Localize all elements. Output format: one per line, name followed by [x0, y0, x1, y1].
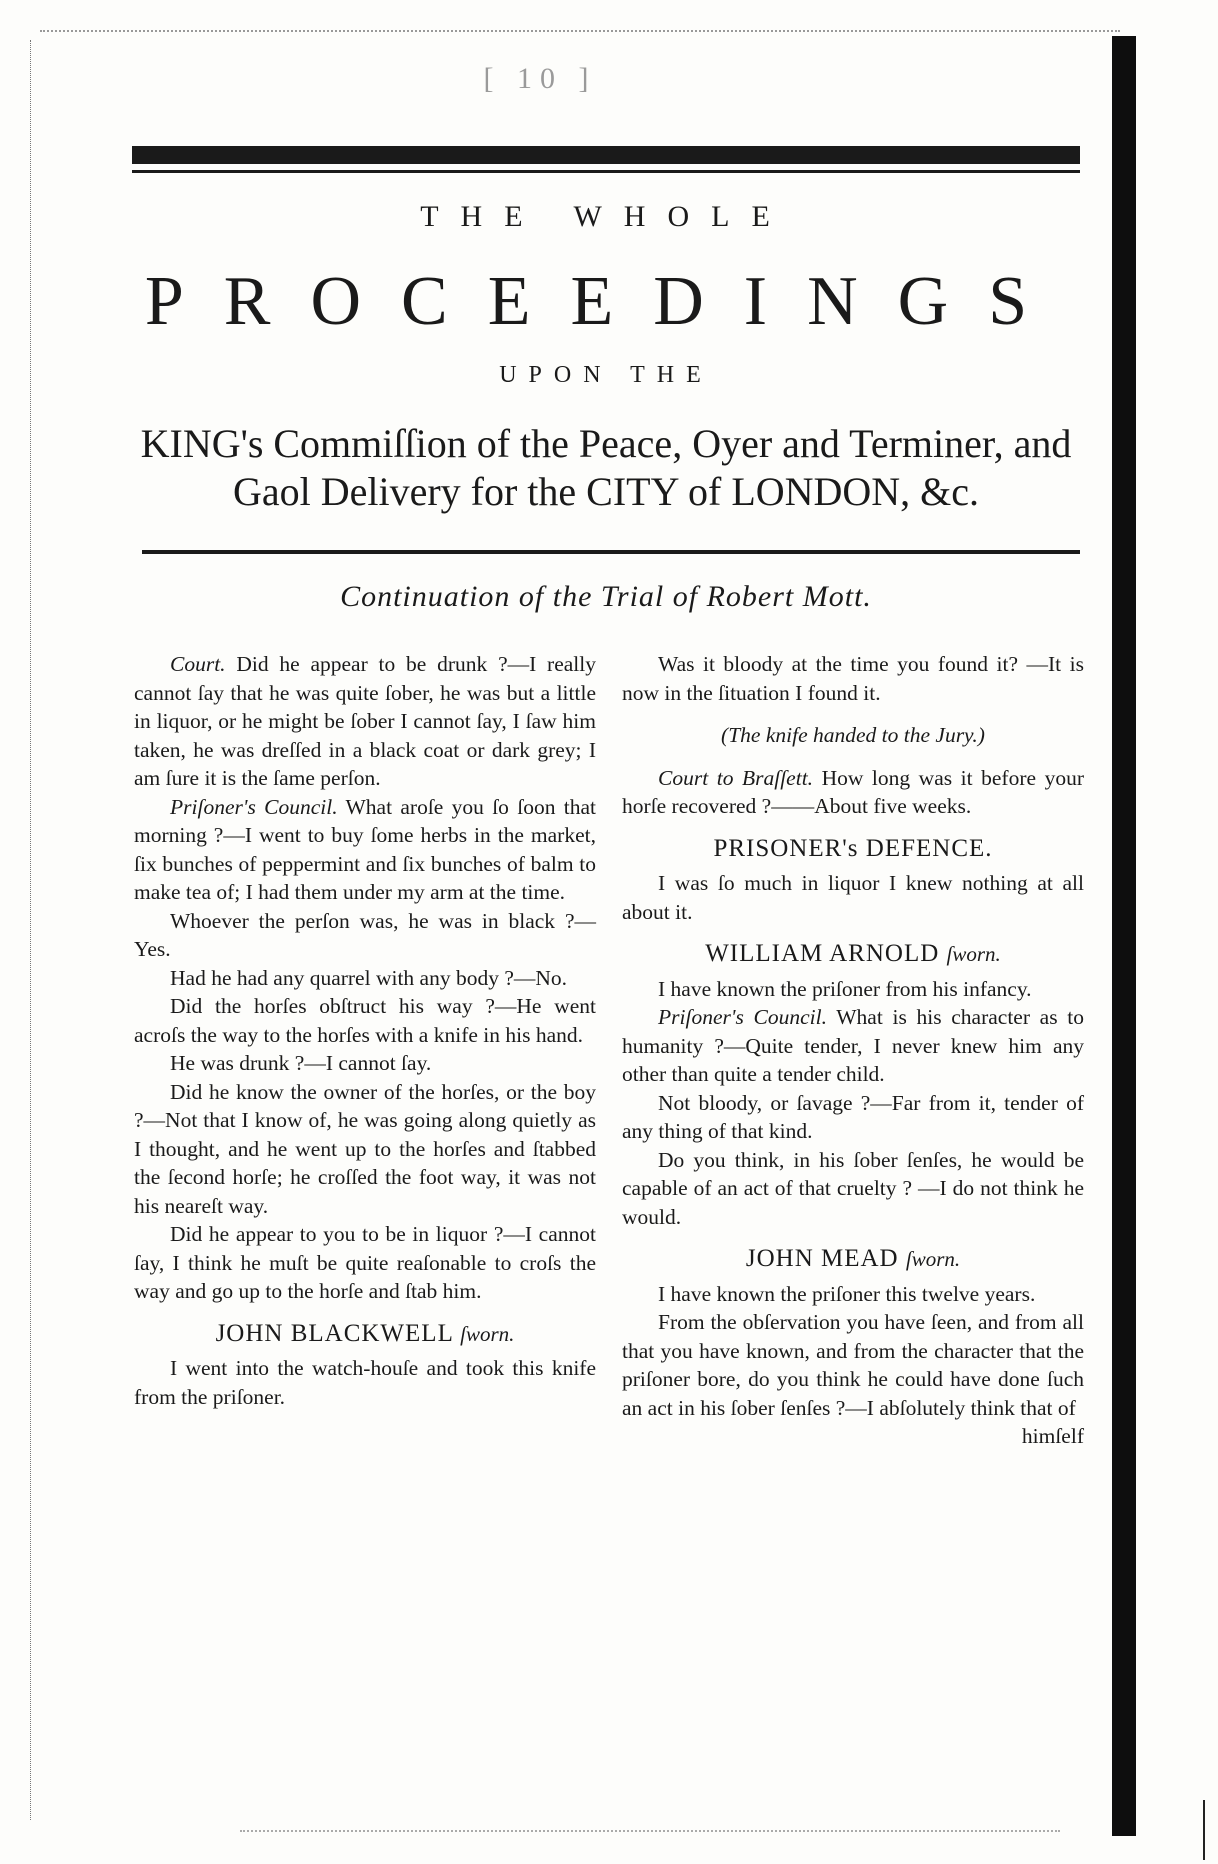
scan-noise-bottom [240, 1830, 1060, 1838]
right-column [622, 650, 1084, 1451]
witness-name: JOHN BLACKWELL [215, 1319, 453, 1347]
paragraph: I have known the priſoner from his infancy. [658, 976, 1032, 1001]
witness-heading-mead [622, 1245, 1084, 1274]
paragraph [134, 650, 596, 793]
witness-name: JOHN MEAD [745, 1245, 899, 1272]
paragraph: Did he know the owner of the horſes, or the boy ?—Not that I know of, he was going along quietly as I thought, and he went up to the horſes and ſtabbed the ſecond horſe; he croſſed the foot way, it was not his neareſt way. [134, 1079, 596, 1218]
witness-heading-blackwell [134, 1320, 596, 1349]
commission-line-2: Gaol Delivery for the CITY of LONDON, &c. [232, 469, 980, 514]
title-upon-the: UPON THE [499, 362, 713, 388]
title-the-whole: THE WHOLE [420, 200, 792, 233]
paragraph: Did the horſes obſtruct his way ?—He went acroſs the way to the horſes with a knife in his hand. [134, 994, 596, 1047]
paragraph: From the obſervation you have ſeen, and from all that you have known, and from the character that the priſoner bore, do you think he could have done ſuch an act in his ſober ſenſes ?—I abſolutely think that of [622, 1310, 1084, 1420]
sworn-label: ſworn. [460, 1321, 515, 1346]
page-number: [ 10 ] [483, 62, 597, 95]
paragraph: Had he had any quarrel with any body ?—No. [170, 965, 568, 990]
paragraph: Not bloody, or ſavage ?—Far from it, tender of any thing of that kind. [622, 1090, 1084, 1143]
paragraph-text: What is his character as to humanity ?—Quite tender, I never knew him any other than quite a tender child. [622, 1005, 1084, 1086]
speaker-label: Priſoner's Council. [170, 794, 338, 819]
paragraph: I was ſo much in liquor I knew nothing at all about it. [622, 871, 1084, 924]
scan-dark-edge [1112, 36, 1136, 1836]
paragraph: Whoever the perſon was, he was in black ?—Yes. [134, 908, 596, 961]
header-rule-thick [132, 146, 1080, 164]
paragraph: He was drunk ?—I cannot ſay. [170, 1051, 432, 1075]
scan-margin-marks [30, 40, 45, 1820]
speaker-label: Court to Braſſett. [658, 765, 814, 790]
sworn-label: ſworn. [946, 942, 1001, 966]
paragraph: Was it bloody at the time you found it? —It is now in the ſituation I found it. [622, 652, 1084, 705]
paragraph: I have known the priſoner this twelve years. [658, 1281, 1036, 1306]
knife-handed-note: (The knife handed to the Jury.) [721, 723, 985, 747]
catchword: himſelf [1021, 1424, 1084, 1448]
continuation-heading: Continuation of the Trial of Robert Mott. [340, 580, 872, 613]
speaker-label: Priſoner's Council. [658, 1005, 827, 1029]
paragraph: I went into the watch-houſe and took this knife from the priſoner. [134, 1356, 596, 1409]
scan-edge-line [1203, 1800, 1205, 1860]
witness-heading-arnold [622, 940, 1084, 969]
scan-noise-top [40, 30, 1120, 44]
commission-line-1: KING's Commiſſion of the Peace, Oyer and Terminer, and [140, 421, 1072, 466]
paragraph: Did he appear to you to be in liquor ?—I cannot ſay, I think he muſt be quite reaſonable to croſs the way and go up to the horſe and ſtab him. [134, 1222, 596, 1303]
paragraph-text: How long was it before your horſe recovered ?——About five weeks. [622, 765, 1084, 818]
prisoners-defence-heading: PRISONER's DEFENCE. [713, 834, 993, 862]
header-rule-thin [132, 170, 1080, 173]
paragraph [622, 764, 1084, 821]
paragraph [134, 793, 596, 907]
witness-name: WILLIAM ARNOLD [705, 940, 940, 967]
paragraph-text: Did he appear to be drunk ?—I really cannot ſay that he was quite ſober, he was but a little in liquor, or he might be ſober I cannot ſay, I ſaw him taken, he was dreſſed in a black coat or dark grey; I am ſure it is the ſame perſon. [134, 652, 596, 790]
left-column [134, 650, 596, 1411]
paragraph: Do you think, in his ſober ſenſes, he would be capable of an act of that cruelty ? —I do not think he would. [622, 1147, 1084, 1229]
sworn-label: ſworn. [905, 1247, 961, 1271]
commission-title [132, 420, 1080, 516]
title-proceedings: PROCEEDINGS [144, 263, 1068, 340]
paragraph-text: What aroſe you ſo ſoon that morning ?—I went to buy ſome herbs in the market, ſix bunches of peppermint and ſix bunches of balm to make tea of; I had them under my arm at the time. [134, 794, 597, 904]
section-rule [142, 550, 1080, 554]
paragraph [622, 1003, 1084, 1089]
speaker-label: Court. [170, 652, 226, 676]
